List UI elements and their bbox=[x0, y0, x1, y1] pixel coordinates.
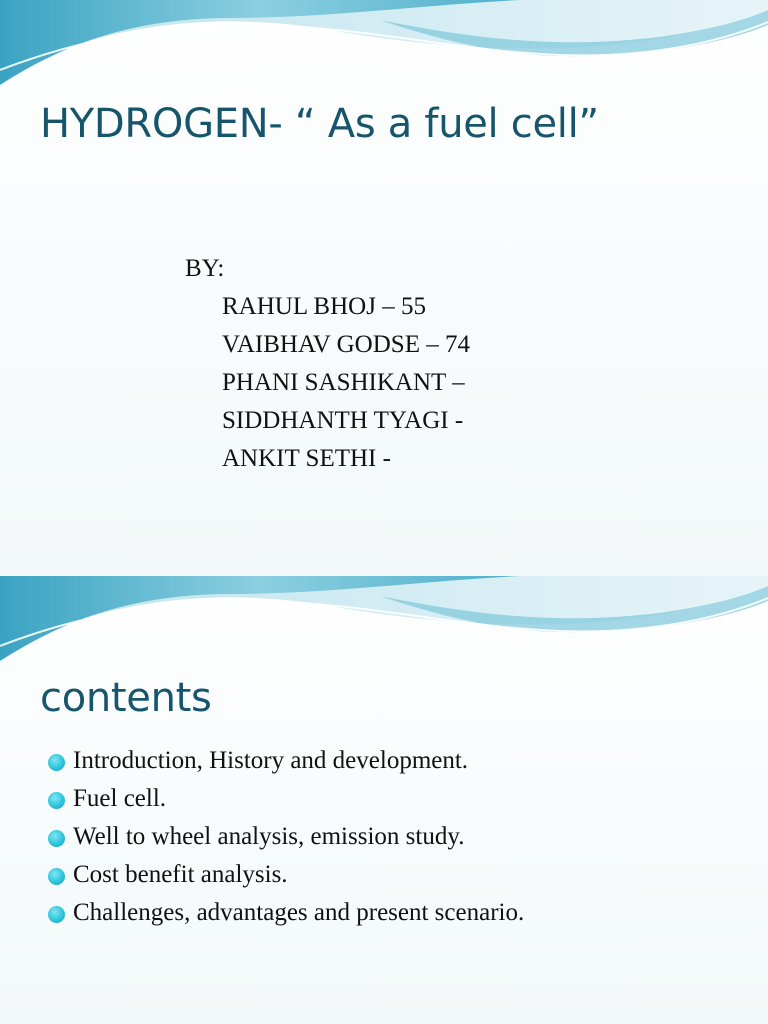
list-item bbox=[48, 742, 524, 780]
list-item bbox=[48, 856, 524, 894]
contents-title: contents bbox=[40, 675, 212, 721]
by-label: BY: bbox=[185, 255, 225, 282]
author-name: SIDDHANTH TYAGI - bbox=[222, 407, 464, 434]
author-name: PHANI SASHIKANT – bbox=[222, 369, 465, 396]
bullet-icon bbox=[48, 754, 65, 771]
list-item bbox=[48, 780, 524, 818]
author-name: RAHUL BHOJ – 55 bbox=[222, 293, 426, 320]
contents-slide bbox=[0, 576, 768, 1024]
list-item-text: Introduction, History and development. bbox=[73, 747, 469, 774]
bullet-icon bbox=[48, 868, 65, 885]
author-name: ANKIT SETHI - bbox=[222, 445, 391, 472]
list-item-text: Challenges, advantages and present scenario. bbox=[73, 899, 525, 926]
list-item bbox=[48, 894, 524, 932]
bullet-icon bbox=[48, 792, 65, 809]
page-title: HYDROGEN- “ As a fuel cell” bbox=[40, 101, 599, 147]
bullet-icon bbox=[48, 830, 65, 847]
bullet-icon bbox=[48, 906, 65, 923]
list-item-text: Fuel cell. bbox=[73, 785, 167, 812]
author-name: VAIBHAV GODSE – 74 bbox=[222, 331, 470, 358]
list-item bbox=[48, 818, 524, 856]
header-wave-decoration bbox=[0, 0, 768, 90]
contents-list bbox=[48, 742, 524, 932]
authors-block bbox=[185, 250, 470, 478]
header-wave-decoration bbox=[0, 576, 768, 666]
list-item-text: Well to wheel analysis, emission study. bbox=[73, 823, 465, 850]
list-item-text: Cost benefit analysis. bbox=[73, 861, 288, 888]
